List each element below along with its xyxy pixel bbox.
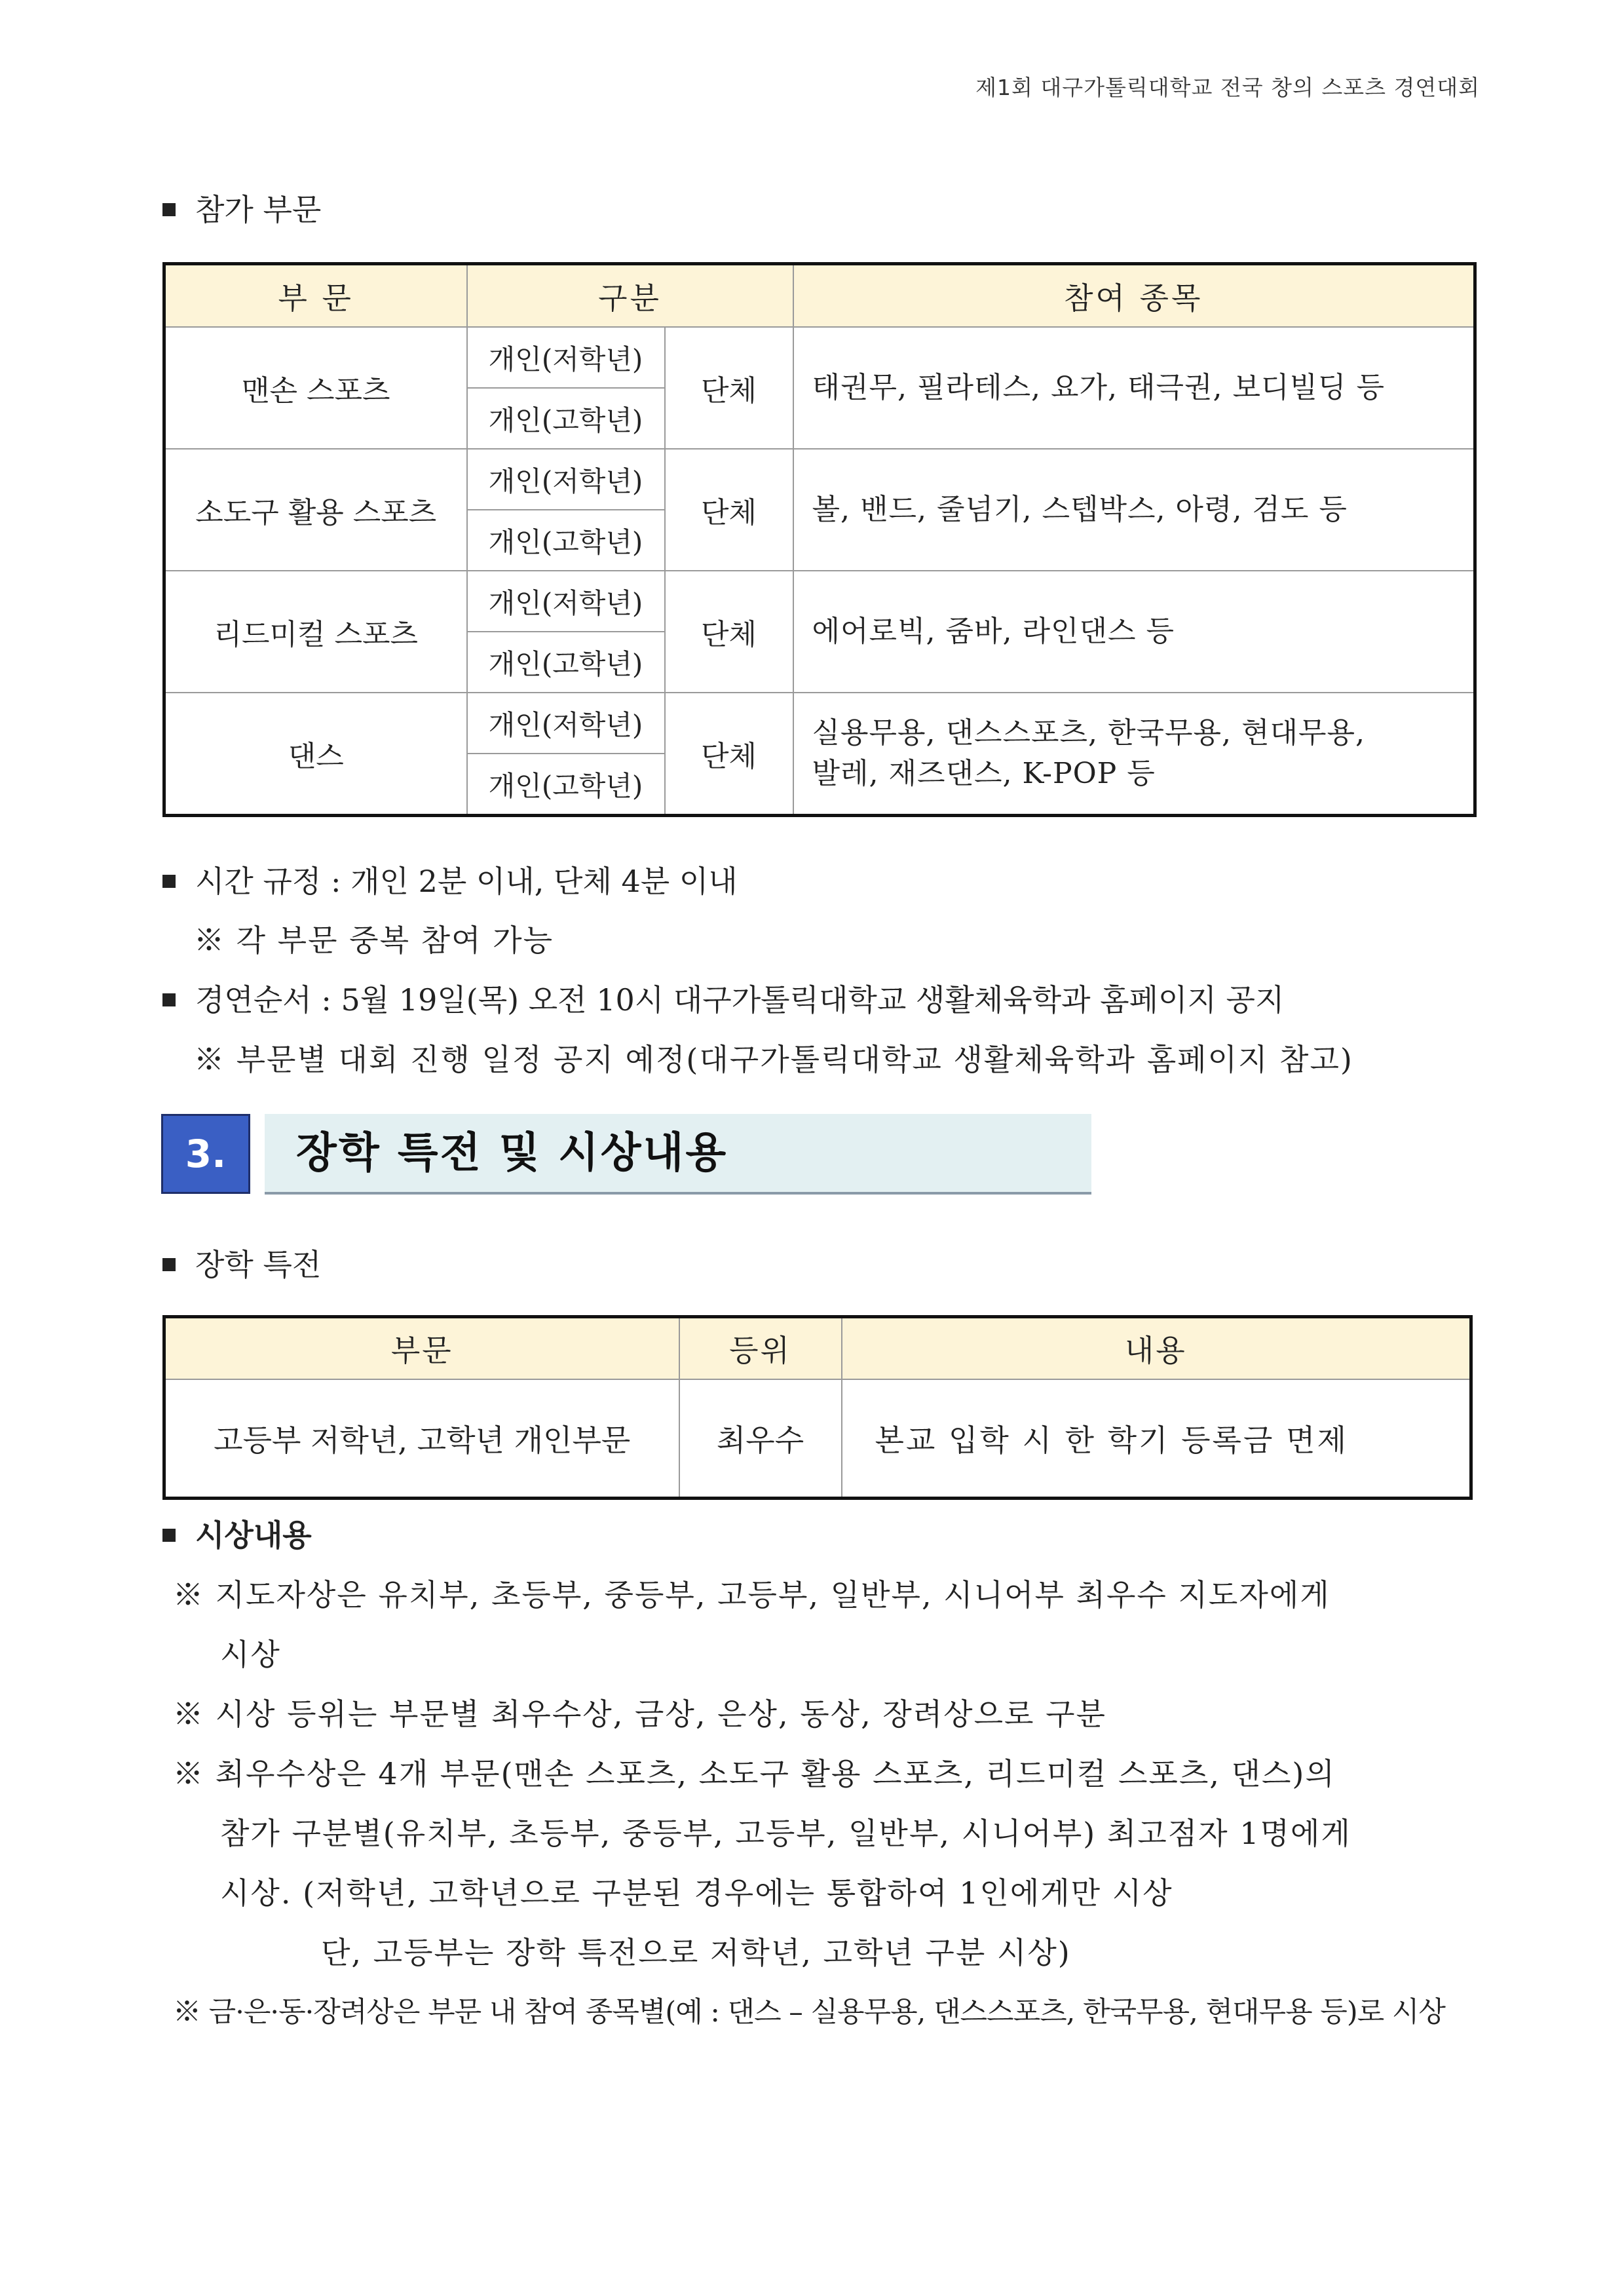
rule-order	[162, 980, 1284, 1020]
bullet-square-icon	[162, 1258, 176, 1271]
page-header: 제1회 대구가톨릭대학교 전국 창의 스포츠 경연대회	[975, 75, 1480, 100]
table-header-row	[164, 264, 1475, 328]
header-division: 부 문	[164, 264, 467, 328]
awards-line: 단, 고등부는 장학 특전으로 저학년, 고학년 구분 시상)	[321, 1935, 1071, 1970]
division-cell: 맨손 스포츠	[164, 327, 467, 449]
header-rank: 등위	[679, 1317, 842, 1380]
content-cell: 본교 입학 시 한 학기 등록금 면제	[842, 1379, 1471, 1499]
sub-cell: 개인(고학년)	[467, 632, 665, 693]
section-title: 장학 특전 및 시상내용	[296, 1129, 728, 1177]
awards-line: 시상	[220, 1637, 281, 1672]
group-cell: 단체	[665, 327, 793, 449]
rank-cell: 최우수	[679, 1379, 842, 1499]
group-cell: 단체	[665, 693, 793, 816]
header-content: 내용	[842, 1317, 1471, 1380]
events-cell: 볼, 밴드, 줄넘기, 스텝박스, 아령, 검도 등	[793, 449, 1475, 571]
table-row	[164, 1379, 1471, 1499]
sub-cell: 개인(저학년)	[467, 449, 665, 510]
bullet-square-icon	[162, 993, 176, 1006]
rule-note1: ※ 각 부문 중복 참여 가능	[194, 923, 554, 958]
bullet-square-icon	[162, 1529, 176, 1542]
awards-line: 참가 구분별(유치부, 초등부, 중등부, 고등부, 일반부, 시니어부) 최고점자 1명에게	[220, 1816, 1351, 1851]
rule-note2: ※ 부문별 대회 진행 일정 공지 예정(대구가톨릭대학교 생활체육학과 홈페이지 참고)	[194, 1042, 1353, 1077]
rule-time-text: 시간 규정 : 개인 2분 이내, 단체 4분 이내	[195, 864, 738, 899]
scholarship-title: 장학 특전	[195, 1247, 322, 1282]
table-header-row	[164, 1317, 1471, 1380]
divisions-table	[162, 262, 1477, 817]
rule-order-text: 경연순서 : 5월 19일(목) 오전 10시 대구가톨릭대학교 생활체육학과 홈페이지 공지	[195, 982, 1285, 1018]
events-cell: 에어로빅, 줌바, 라인댄스 등	[793, 571, 1475, 693]
section-heading-divisions	[162, 190, 321, 229]
events-line: 실용무용, 댄스스포츠, 한국무용, 현대무용,	[812, 716, 1365, 750]
table-row	[164, 693, 1475, 754]
division-cell: 댄스	[164, 693, 467, 816]
header-category: 구분	[467, 264, 793, 328]
table-row	[164, 327, 1475, 388]
sub-cell: 개인(저학년)	[467, 327, 665, 388]
sub-cell: 개인(고학년)	[467, 388, 665, 449]
divisions-title: 참가 부문	[195, 192, 322, 227]
sub-cell: 개인(저학년)	[467, 693, 665, 754]
sub-cell: 개인(저학년)	[467, 571, 665, 632]
group-cell: 단체	[665, 449, 793, 571]
group-cell: 단체	[665, 571, 793, 693]
awards-line: ※ 지도자상은 유치부, 초등부, 중등부, 고등부, 일반부, 시니어부 최우수 지도자에게	[173, 1577, 1331, 1613]
awards-line: ※ 금·은·동·장려상은 부문 내 참여 종목별(예 : 댄스 – 실용무용, 댄스스포츠, 한국무용, 현대무용 등)로 시상	[173, 1996, 1445, 2029]
events-line: 발레, 재즈댄스, K-POP 등	[812, 757, 1156, 790]
division-cell: 소도구 활용 스포츠	[164, 449, 467, 571]
division-cell: 리드미컬 스포츠	[164, 571, 467, 693]
table-row	[164, 571, 1475, 632]
header-events: 참여 종목	[793, 264, 1475, 328]
events-cell: 태권무, 필라테스, 요가, 태극권, 보디빌딩 등	[793, 327, 1475, 449]
section-number-badge: 3.	[161, 1114, 250, 1194]
awards-title: 시상내용	[195, 1518, 312, 1553]
awards-line: 시상. (저학년, 고학년으로 구분된 경우에는 통합하여 1인에게만 시상	[220, 1875, 1173, 1911]
sub-cell: 개인(고학년)	[467, 754, 665, 816]
awards-line: ※ 최우수상은 4개 부문(맨손 스포츠, 소도구 활용 스포츠, 리드미컬 스포츠, 댄스)의	[173, 1756, 1336, 1791]
section-heading-awards	[162, 1516, 312, 1555]
scholarship-table	[162, 1315, 1473, 1500]
division-cell: 고등부 저학년, 고학년 개인부문	[164, 1379, 679, 1499]
bullet-square-icon	[162, 875, 176, 888]
section-heading-scholarship	[162, 1245, 321, 1284]
awards-line: ※ 시상 등위는 부문별 최우수상, 금상, 은상, 동상, 장려상으로 구분	[173, 1696, 1106, 1732]
events-cell	[793, 693, 1475, 816]
rule-time	[162, 862, 738, 901]
bullet-square-icon	[162, 203, 176, 216]
sub-cell: 개인(고학년)	[467, 510, 665, 571]
header-division: 부문	[164, 1317, 679, 1380]
table-row	[164, 449, 1475, 510]
